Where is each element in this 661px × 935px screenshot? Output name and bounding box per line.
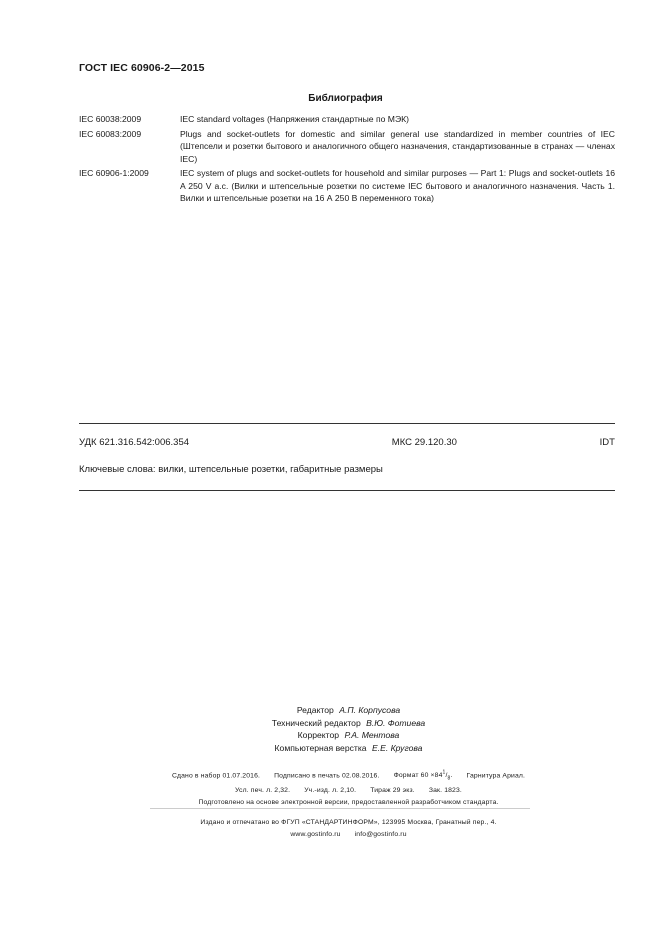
imprint-typeface: Гарнитура Ариал.: [466, 772, 526, 780]
bibliography-entry: [79, 167, 615, 205]
bibliography-entry: [79, 128, 615, 166]
idt-marker: IDT: [599, 437, 615, 448]
imprint-signed: Подписано в печать 02.08.2016.: [274, 772, 380, 780]
credit-layout: [0, 742, 661, 755]
imprint-line-2: [0, 785, 661, 797]
bibliography-entry: [79, 113, 615, 126]
credit-name: А.П. Корпусова: [339, 705, 401, 715]
bibliography-entry-code: IEC 60083:2009: [79, 128, 142, 139]
bibliography-entry-text: IEC system of plugs and socket-outlets for household and similar purposes — Part 1: Plugs and socket-outlets 16 A 250 V a.c. (Вилки и штепсельные розетки по системе IEC бытового и аналогичного назначения. Часть 1. Вилки и штепсельные розетки на 16 А 250 В переменного тока): [180, 168, 615, 203]
credit-role: Редактор: [296, 705, 334, 715]
bibliography-title: Библиография: [308, 93, 383, 104]
credit-name: Е.Е. Кругова: [371, 742, 423, 753]
publisher-address: Издано и отпечатано во ФГУП «СТАНДАРТИНФОРМ», 123995 Москва, Гранатный пер., 4.: [200, 819, 497, 826]
credit-name: В.Ю. Фотиева: [366, 717, 426, 728]
imprint-circulation: Тираж 29 экз.: [370, 787, 415, 795]
mks-code: МКС 29.120.30: [391, 437, 457, 448]
bibliography-entry-text: Plugs and socket-outlets for domestic and similar general use standardized in member countries of IEC (Штепсели и розетки бытового и аналогичного общего назначения, стандартизованные в странах — членах IEC): [180, 128, 615, 164]
bibliography-entry-code: IEC 60906-1:2009: [79, 168, 149, 178]
imprint-pub-sheets: Уч.-изд. л. 2,10.: [304, 787, 357, 795]
imprint-sent: Сдано в набор 01.07.2016.: [171, 772, 261, 780]
imprint-print-sheets: Усл. печ. л. 2,32.: [235, 787, 291, 795]
imprint-order: Зак. 1823.: [428, 787, 462, 795]
divider-bottom: [79, 490, 615, 491]
imprint-format-prefix: Формат 60 ×84: [393, 772, 443, 780]
imprint-block: [0, 768, 661, 808]
imprint-format-num: 1: [442, 770, 446, 776]
document-header-code: ГОСТ IEC 60906-2—2015: [79, 62, 205, 74]
bibliography-list: [79, 113, 615, 207]
credit-role: Компьютерная верстка: [274, 742, 367, 753]
credit-tech-editor: [0, 717, 661, 730]
bibliography-entry-code: IEC 60038:2009: [79, 114, 142, 124]
credits-block: [0, 704, 661, 754]
bibliography-entry-text: IEC standard voltages (Напряжения стандартные по МЭК): [180, 114, 409, 124]
imprint-line-1: [0, 768, 661, 785]
credit-role: Корректор: [297, 730, 340, 740]
credit-role: Технический редактор: [271, 717, 361, 728]
publisher-block: [0, 817, 661, 840]
imprint-divider: [150, 808, 530, 809]
credit-name: Р.А. Ментова: [344, 730, 400, 740]
divider-top: [79, 423, 615, 424]
publisher-site-link[interactable]: www.gostinfo.ru: [290, 830, 341, 838]
credit-editor: [0, 704, 661, 717]
classification-row: [79, 437, 615, 448]
imprint-prepared: Подготовлено на основе электронной версии, предоставленной разработчиком стандарта.: [198, 798, 499, 806]
credit-corrector: [0, 729, 661, 742]
publisher-email-link[interactable]: info@gostinfo.ru: [354, 830, 407, 838]
udk-code: УДК 621.316.542:006.354: [79, 437, 190, 448]
publisher-contacts: [0, 829, 661, 841]
imprint-format: Формат $60 \times 84^1/_8$.: [393, 770, 453, 782]
imprint-format-den: 8: [447, 775, 451, 782]
keywords-line: Ключевые слова: вилки, штепсельные розетки, габаритные размеры: [79, 464, 383, 475]
